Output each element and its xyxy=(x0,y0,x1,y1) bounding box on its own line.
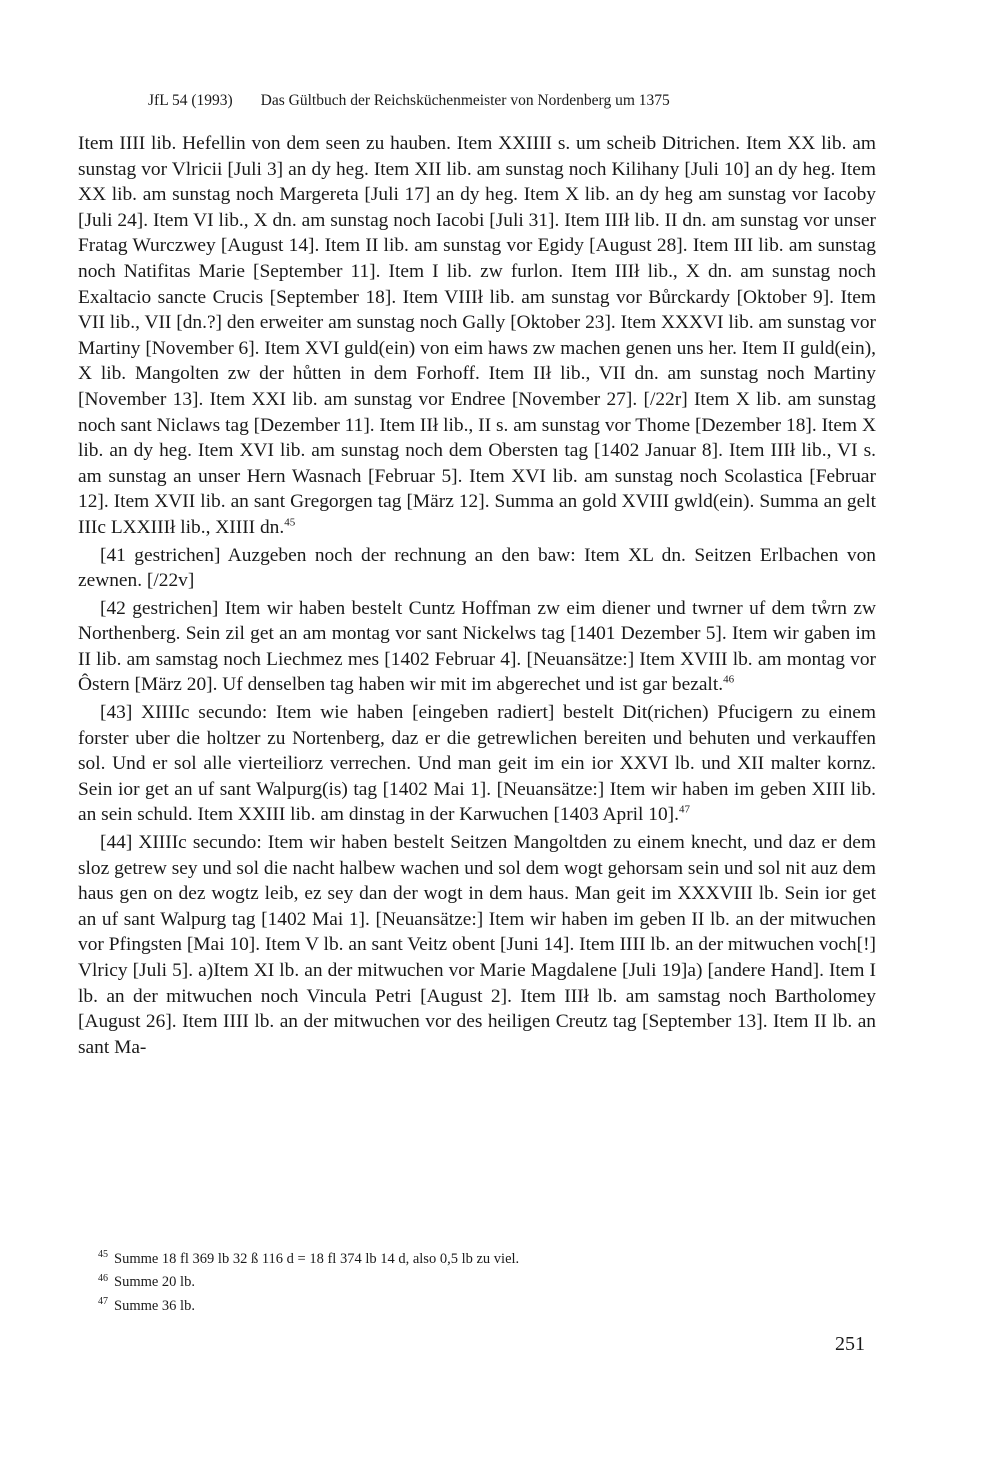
paragraph-1 xyxy=(78,131,876,541)
footnote xyxy=(98,1271,858,1294)
paragraph-text: [44] XIIIIc secundo: Item wir haben bestelt Seitzen Mangoltden zu einem knecht, und daz er dem sloz getrew sey und sol die nacht halbew wachen und sol dem wogt gehorsam sein und sol nit auz dem haus gen on dez wogtz leib, ez sey dan der wogt in dem haus. Man geit im XXXVIII lb. Sein ior get an uf sant Walpurg tag [1402 Mai 1]. [Neuansätze:] Item wir haben im geben II lb. an der mitwuchen vor Pfingsten [Mai 10]. Item V lb. an sant Veitz obent [Juni 14]. Item IIII lb. an der mitwuchen voch[!] Vlricy [Juli 5]. a)Item XI lb. an der mitwuchen vor Marie Magdalene [Juli 19]a) [andere Hand]. Item I lb. an der mitwuchen noch Vincula Petri [August 2]. Item IIIł lb. am samstag noch Bartholomey [August 26]. Item IIII lb. an der mitwuchen vor des heiligen Creutz tag [September 13]. Item II lb. an sant Ma- xyxy=(78,832,876,1058)
footnote-text: Summe 18 fl 369 lb 32 ß 116 d = 18 fl 374 lb 14 d, also 0,5 lb zu viel. xyxy=(114,1251,520,1267)
footnote-number: 45 xyxy=(98,1249,108,1261)
footnote-number: 46 xyxy=(98,1272,108,1284)
footnote xyxy=(98,1295,858,1318)
paragraph-text: [42 gestrichen] Item wir haben bestelt Cuntz Hoffman zw eim diener und twrner uf dem tẘrn zw Northenberg. Sein zil get an am montag vor sant Nickelws tag [1401 Dezember 5]. Item wir gaben im II lib. am samstag noch Liechmez mes [1402 Februar 4]. [Neuansätze:] Item XVIII lb. am montag vor Ôstern [März 20]. Uf denselben tag haben wir mit im abgerechet und ist gar bezalt. xyxy=(78,597,876,696)
main-text xyxy=(78,131,876,1060)
paragraph-41 xyxy=(78,543,876,594)
paragraph-text: [43] XIIIIc secundo: Item wie haben [eingeben radiert] bestelt Dit(richen) Pfucigern zu einem forster uber die holtzer zu Nortenberg, daz er die getrewlichen bereiten und behuten und verkauffen sol. Und er sol alle vierteiliorz verrechen. Und man geit im ein ior XXVI lb. und XII malter kornz. Sein ior get an uf sant Walpurg(is) tag [1402 Mai 1]. [Neuansätze:] Item wir haben im geben XIII lib. an sein schuld. Item XXIII lib. am dinstag in der Karwuchen [1403 April 10]. xyxy=(78,702,876,826)
paragraph-43 xyxy=(78,700,876,828)
footnote-number: 47 xyxy=(98,1295,108,1307)
footnote-text: Summe 36 lb. xyxy=(114,1297,195,1314)
footnote-text: Summe 20 lb. xyxy=(114,1274,195,1291)
paragraph-42 xyxy=(78,596,876,698)
paragraph-text: [41 gestrichen] Auzgeben noch der rechnung an den baw: Item XL dn. Seitzen Erlbachen von zewnen. [/22v] xyxy=(78,544,876,592)
footnote-ref[interactable]: 47 xyxy=(678,803,690,816)
journal-citation: JfL 54 (1993) xyxy=(148,92,233,109)
running-title: Das Gültbuch der Reichsküchenmeister von Nordenberg um 1375 xyxy=(260,92,670,109)
paragraph-text: Item IIII lib. Hefellin von dem seen zu hauben. Item XXIIII s. um scheib Ditrichen. Item XX lib. am sunstag vor Vlricii [Juli 3] an dy heg. Item XII lib. am sunstag noch Kilihany [Juli 10] an dy heg. Item XX lib. am sunstag noch Margereta [Juli 17] an dy heg. Item X lib. an dy heg am sunstag vor Iacoby [Juli 24]. Item VI lib., X dn. am sunstag noch Iacobi [Juli 31]. Item IIIł lib. II dn. am sunstag vor unser Fratag Wurczwey [August 14]. Item II lib. am sunstag vor Egidy [August 28]. Item III lib. am sunstag noch Natifitas Marie [September 11]. Item I lib. zw furlon. Item IIIł lib., X dn. am sunstag noch Exaltacio sancte Crucis [September 18]. Item VIIIł lib. am sunstag vor Bůrckardy [Oktober 9]. Item VII lib., VII [dn.?] den erweiter am sunstag noch Gally [Oktober 23]. Item XXXVI lib. am sunstag vor Martiny [November 6]. Item XVI guld(ein) von eim haws zw machen genen uns her. Item II guld(ein), X lib. Mangolten zw der hůtten in dem Forhoff. Item IIł lib., VII dn. am sunstag noch Martiny [November 13]. Item XXI lib. am sunstag vor Endree [November 27]. [/22r] Item X lib. am sunstag noch sant Niclaws tag [Dezember 11]. Item IIł lib., II s. am sunstag vor Thome [Dezember 18]. Item X lib. an dy heg. Item XVI lib. am sunstag noch dem Obersten tag [1402 Januar 8]. Item IIIł lib., VI s. am sunstag an unser Hern Wasnach [Februar 5]. Item XVI lib. am sunstag noch Scolastica [Februar 12]. Item XVII lib. an sant Gregorgen tag [März 12]. Summa an gold XVIII gwld(ein). Summa an gelt IIIc LXXIIIł lib., XIIII dn. xyxy=(78,133,876,538)
paragraph-44 xyxy=(78,830,876,1060)
footnote xyxy=(98,1248,858,1271)
footnote-ref[interactable]: 46 xyxy=(723,674,735,686)
footnote-ref[interactable]: 45 xyxy=(284,516,296,529)
running-header xyxy=(148,92,848,110)
page-number: 251 xyxy=(835,1333,865,1355)
footnotes xyxy=(98,1248,858,1318)
